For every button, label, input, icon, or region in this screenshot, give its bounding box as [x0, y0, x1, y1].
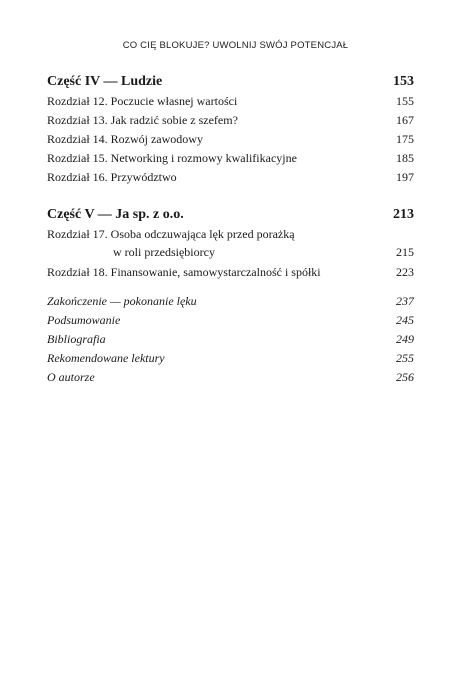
chapter-label: Rozdział 18. Finansowanie, samowystarczalność i spółki [47, 265, 321, 279]
chapter-row [47, 130, 414, 149]
spacer [47, 187, 414, 205]
end-matter-row [47, 311, 414, 330]
chapter-label-continuation: w roli przedsiębiorcy [113, 245, 215, 259]
chapter-page: 175 [396, 132, 414, 146]
chapter-label: Rozdział 13. Jak radzić sobie z szefem? [47, 113, 238, 127]
spacer [47, 282, 414, 292]
chapter-row [47, 92, 414, 111]
chapter-row [47, 263, 414, 282]
end-matter-page: 256 [396, 370, 414, 384]
end-matter-row [47, 292, 414, 311]
end-matter-page: 237 [396, 294, 414, 308]
end-matter-page: 245 [396, 313, 414, 327]
end-matter-label: Zakończenie — pokonanie lęku [47, 294, 197, 308]
chapter-label: Rozdział 16. Przywództwo [47, 170, 177, 184]
part-heading [47, 72, 414, 92]
chapter-label: Rozdział 12. Poczucie własnej wartości [47, 94, 238, 108]
chapter-row [47, 149, 414, 168]
end-matter-row [47, 330, 414, 349]
end-matter-row [47, 349, 414, 368]
chapter-page: 155 [396, 94, 414, 108]
chapter-row [47, 111, 414, 130]
end-matter-label: Rekomendowane lektury [47, 351, 165, 365]
chapter-page: 185 [396, 151, 414, 165]
end-matter-page: 255 [396, 351, 414, 365]
chapter-label: Rozdział 14. Rozwój zawodowy [47, 132, 203, 146]
end-matter-label: O autorze [47, 370, 95, 384]
running-header: CO CIĘ BLOKUJE? UWOLNIJ SWÓJ POTENCJAŁ [122, 40, 349, 51]
part-title: Część IV — Ludzie [47, 74, 163, 89]
chapter-label: Rozdział 17. Osoba odczuwająca lęk przed porażką [47, 227, 295, 241]
end-matter-page: 249 [396, 332, 414, 346]
part-title: Część V — Ja sp. z o.o. [47, 207, 184, 222]
chapter-page: 223 [396, 265, 414, 279]
chapter-row [47, 168, 414, 187]
part-heading [47, 205, 414, 225]
end-matter-label: Podsumowanie [47, 313, 121, 327]
chapter-page: 215 [396, 245, 414, 259]
end-matter-row [47, 368, 414, 387]
chapter-page: 167 [396, 113, 414, 127]
part-page: 213 [393, 207, 414, 222]
chapter-page: 197 [396, 170, 414, 184]
chapter-label-block [47, 225, 295, 261]
chapter-label: Rozdział 15. Networking i rozmowy kwalifikacyjne [47, 151, 297, 165]
part-page: 153 [393, 74, 414, 89]
end-matter-label: Bibliografia [47, 332, 106, 346]
chapter-row [47, 225, 414, 261]
table-of-contents [47, 72, 414, 387]
